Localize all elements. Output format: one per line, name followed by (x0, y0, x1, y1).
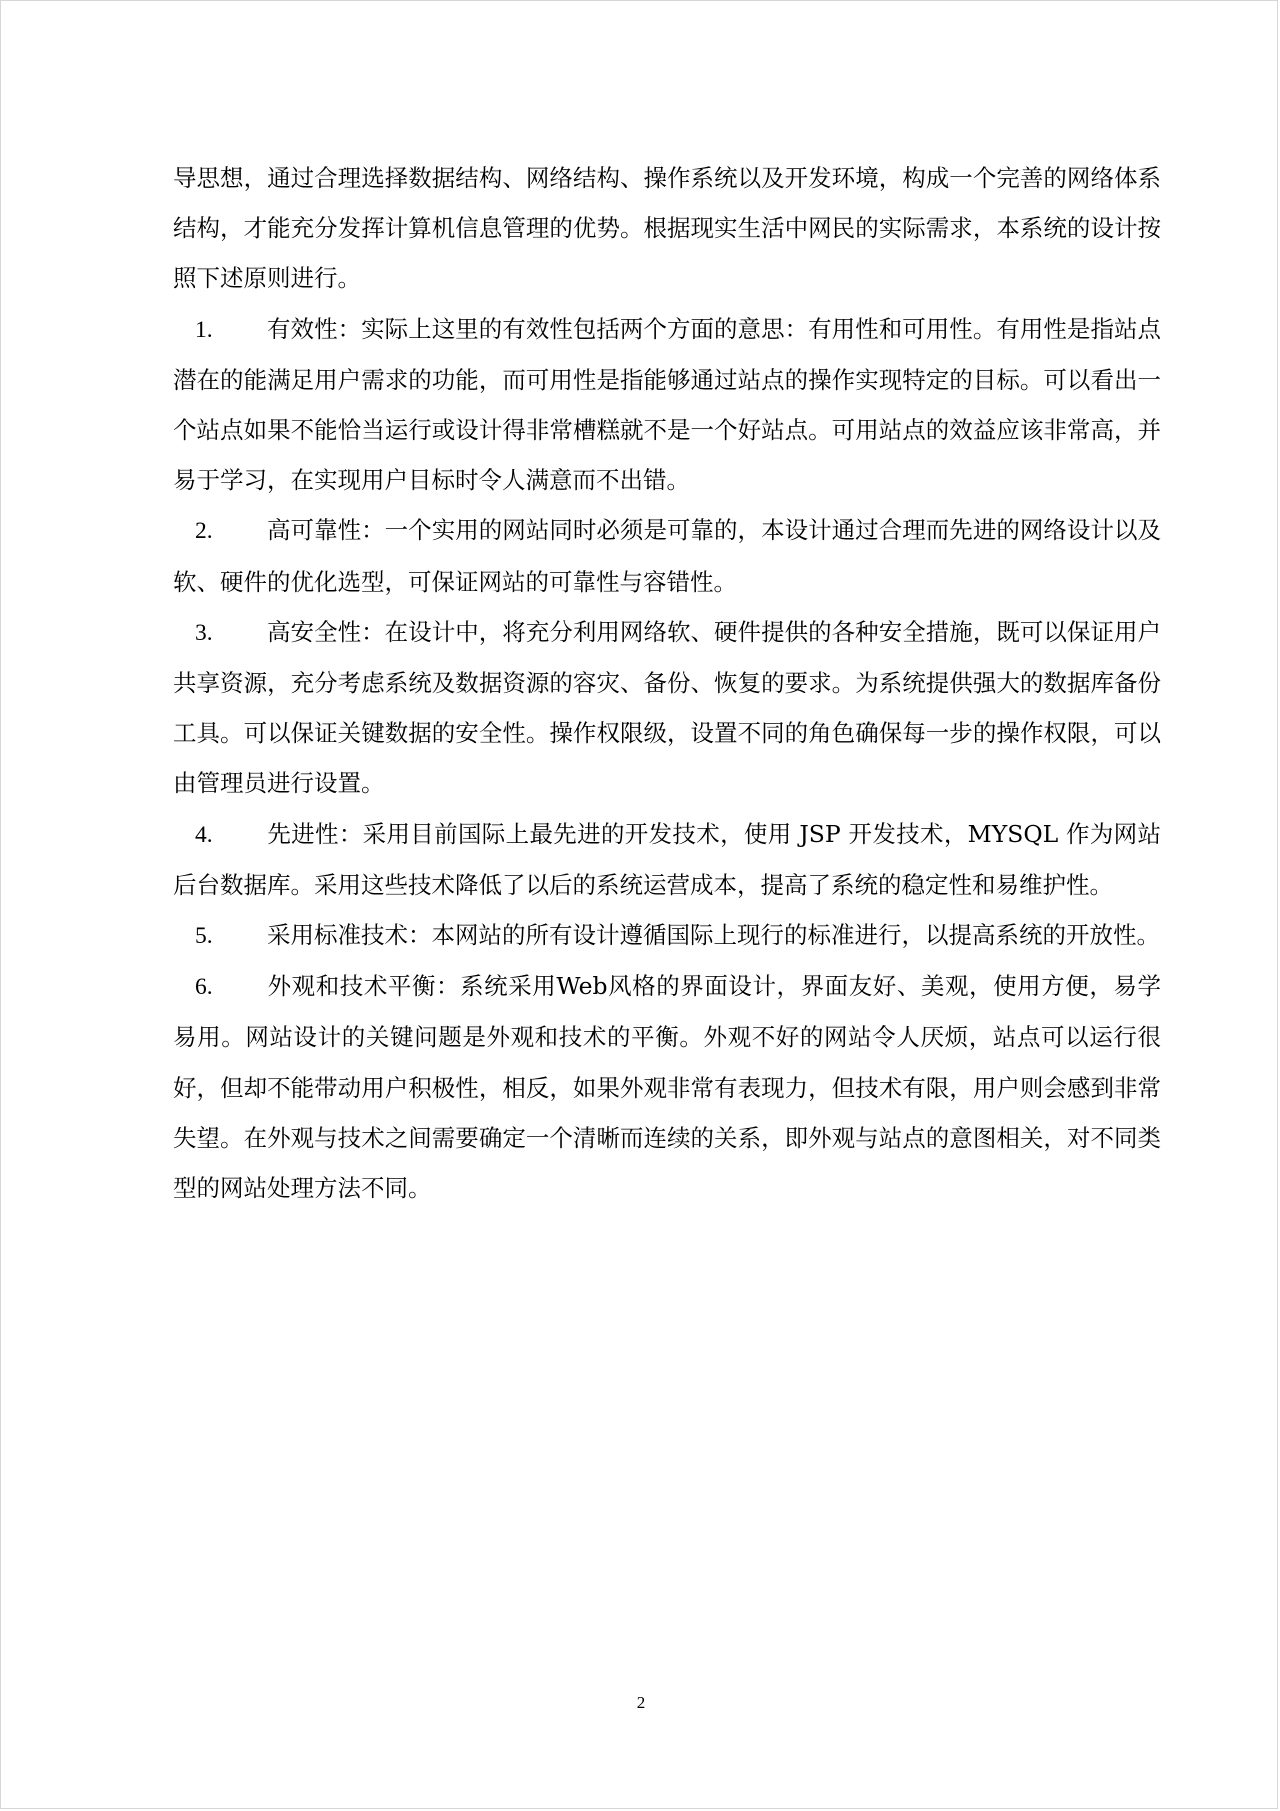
item-number: 4. (195, 821, 213, 848)
item-number: 2. (195, 518, 213, 545)
principle-item-5 (173, 910, 1161, 961)
item-text: 高安全性：在设计中，将充分利用网络软、硬件提供的各种安全措施，既可以保证用户共享资源，充分考虑系统及数据资源的容灾、备份、恢复的要求。为系统提供强大的数据库备份工具。可以保证关键数据的安全性。操作权限级，设置不同的角色确保每一步的操作权限，可以由管理员进行设置。 (173, 617, 1161, 798)
item-number: 1. (195, 316, 213, 343)
item-number: 5. (195, 923, 213, 950)
item-text: 先进性：采用目前国际上最先进的开发技术，使用 JSP 开发技术，MYSQL 作为网站后台数据库。采用这些技术降低了以后的系统运营成本，提高了系统的稳定性和易维护性。 (173, 819, 1161, 899)
item-number: 3. (195, 619, 213, 646)
principle-item-2 (173, 505, 1161, 606)
item-text: 有效性：实际上这里的有效性包括两个方面的意思：有用性和可用性。有用性是指站点潜在的能满足用户需求的功能，而可用性是指能够通过站点的操作实现特定的目标。可以看出一个站点如果不能恰当运行或设计得非常槽糕就不是一个好站点。可用站点的效益应该非常高，并易于学习，在实现用户目标时令人满意而不出错。 (173, 314, 1161, 495)
item-text: 高可靠性：一个实用的网站同时必须是可靠的，本设计通过合理而先进的网络设计以及软、硬件的优化选型，可保证网站的可靠性与容错性。 (173, 516, 1161, 596)
item-number: 6. (195, 974, 213, 1001)
item-text: 外观和技术平衡：系统采用Web风格的界面设计，界面友好、美观，使用方便，易学易用。网站设计的关键问题是外观和技术的平衡。外观不好的网站令人厌烦，站点可以运行很好，但却不能带动用户积极性，相反，如果外观非常有表现力，但技术有限，用户则会感到非常失望。在外观与技术之间需要确定一个清晰而连续的关系，即外观与站点的意图相关，对不同类型的网站处理方法不同。 (173, 972, 1161, 1203)
principle-item-1 (173, 304, 1161, 506)
page-number: 2 (636, 1693, 646, 1712)
page-body (173, 153, 1161, 1213)
principle-item-4 (173, 809, 1161, 910)
item-text: 采用标准技术：本网站的所有设计遵循国际上现行的标准进行，以提高系统的开放性。 (267, 921, 1160, 950)
intro-paragraph: 导思想，通过合理选择数据结构、网络结构、操作系统以及开发环境，构成一个完善的网络体系结构，才能充分发挥计算机信息管理的优势。根据现实生活中网民的实际需求，本系统的设计按照下述原则进行。 (173, 164, 1161, 293)
principle-item-3 (173, 607, 1161, 809)
principle-item-6 (173, 961, 1161, 1213)
